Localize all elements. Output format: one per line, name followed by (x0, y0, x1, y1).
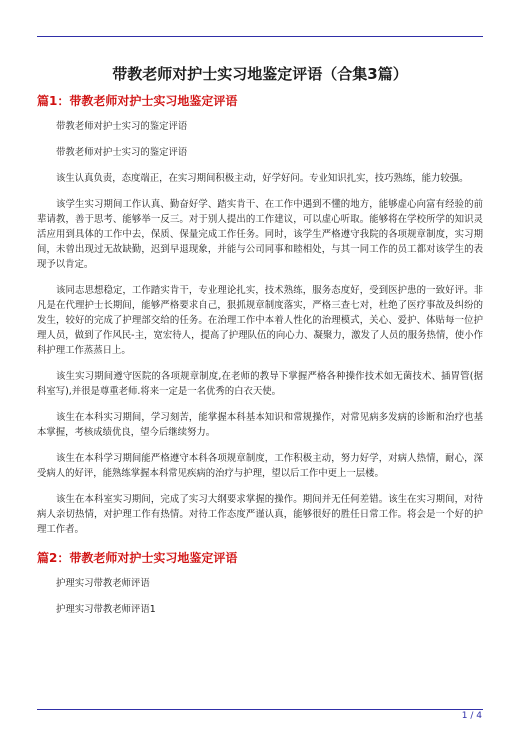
paragraph: 带教老师对护士实习的鉴定评语 (56, 121, 188, 132)
paragraph: 该生在本科学习期间能严格遵守本科各项规章制度，工作积极主动，努力好学，对病人热情，耐心，深受病人的好评，能熟练掌握本科常见疾病的治疗与护理，望以后工作中更上一层楼。 (37, 453, 483, 479)
section-heading-2: 篇2：带教老师对护士实习地鉴定评语 (37, 551, 238, 565)
paragraph: 该生在本科实习期间，学习刻苦，能掌握本科基本知识和常规操作，对常见病多发病的诊断和治疗也基本掌握，考核成绩优良，望今后继续努力。 (37, 412, 483, 438)
section-heading-1: 篇1：带教老师对护士实习地鉴定评语 (37, 94, 238, 108)
paragraph: 该生认真负责，态度端正，在实习期间积极主动，好学好问。专业知识扎实，技巧熟练，能力较强。 (56, 173, 469, 184)
paragraph: 该学生实习期间工作认真、勤奋好学、踏实肯干、在工作中遇到不懂的地方，能够虚心向富有经验的前辈请教，善于思考、能够举一反三。对于别人提出的工作建议，可以虚心听取。能够将在学校所学的知识灵活应用到具体的工作中去，保质、保量完成工作任务。同时，该学生严格遵守我院的各项规章制度，实习期间，未曾出现过无故缺勤，迟到早退现象，并能与公司同事和睦相处，与其一同工作的员工都对该学生的表现予以肯定。 (37, 199, 483, 270)
paragraph: 护理实习带教老师评语1 (56, 604, 156, 615)
footer-rule (37, 709, 483, 710)
page-number: 1 / 4 (461, 711, 482, 721)
header-rule (37, 36, 483, 37)
paragraph: 护理实习带教老师评语 (56, 578, 150, 589)
document-body (37, 63, 483, 628)
paragraph: 该生在本科室实习期间，完成了实习大纲要求掌握的操作。期间并无任何差错。该生在实习期间，对待病人亲切热情，对护理工作有热情。对待工作态度严谨认真，能够很好的胜任日常工作。将会是一个好的护理工作者。 (37, 494, 483, 535)
paragraph: 该生实习期间遵守医院的各项规章制度,在老师的教导下掌握严格各种操作技术如无菌技术、插胃管(据科室写),并很是尊重老师.将来一定是一名优秀的白衣天使。 (37, 371, 483, 397)
document-title: 带教老师对护士实习地鉴定评语（合集3篇） (112, 65, 408, 83)
paragraph: 该同志思想稳定，工作踏实肯干，专业理论扎实，技术熟练，服务态度好，受到医护患的一致好评。非凡是在代理护士长期间，能够严格要求自己，狠抓规章制度落实，严格三查七对，杜绝了医疗事故及纠纷的发生，较好的完成了护理部交给的任务。在治理工作中本着人性化的治理模式，关心、爱护、体贴每一位护理人员，做到了作风民-主，宽宏待人，提高了护理队伍的向心力、凝聚力，激发了人员的服务热情，使小作科护理工作蒸蒸日上。 (37, 285, 483, 356)
paragraph: 带教老师对护士实习的鉴定评语 (56, 147, 188, 158)
